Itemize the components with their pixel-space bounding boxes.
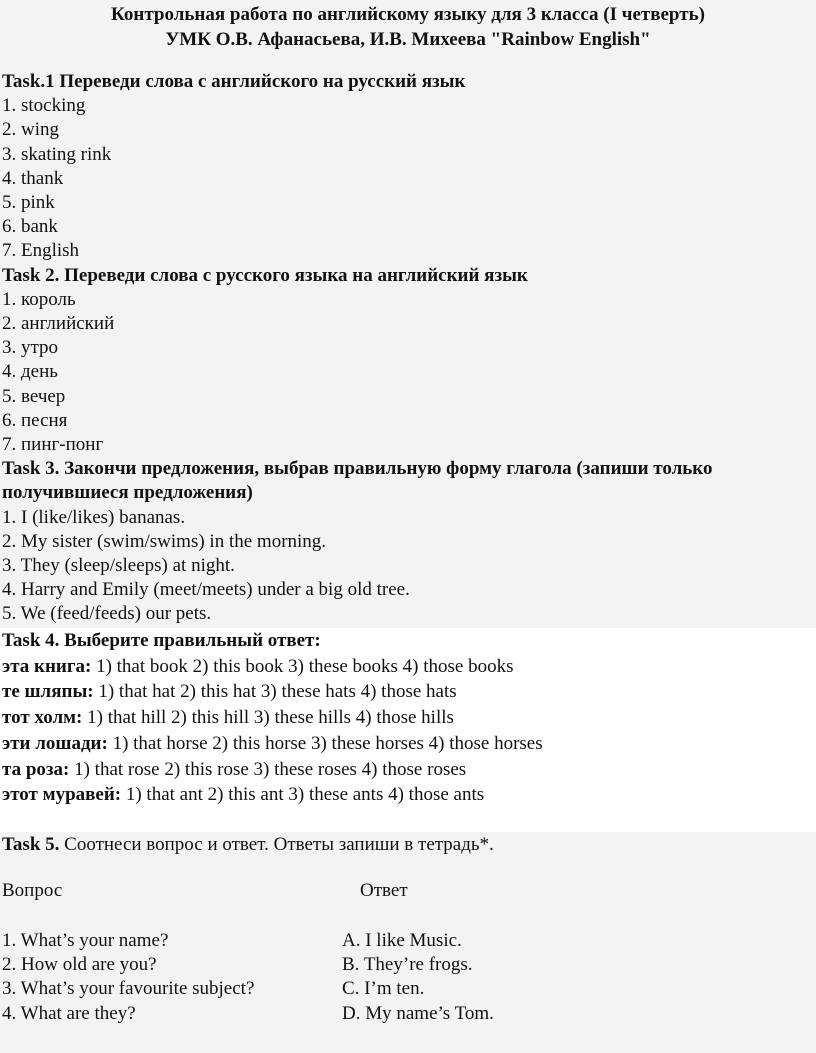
task5-row: [2, 977, 812, 1001]
task4-item: [2, 705, 812, 731]
task4-term: этот муравей:: [2, 784, 122, 806]
task5-column-headers: [2, 880, 812, 905]
task3-item: 3. They (sleep/sleeps) at night.: [2, 555, 235, 577]
task1-item: 4. thank: [2, 167, 64, 189]
task4-term: те шляпы:: [2, 681, 94, 703]
task4-options: 1) that horse 2) this horse 3) these horses 4) those horses: [107, 732, 543, 754]
task5-row: [2, 1002, 812, 1026]
task5-title-line: [2, 833, 812, 857]
task4-title: Task 4. Выберите правильный ответ:: [2, 630, 321, 651]
task4-options: 1) that hill 2) this hill 3) these hills 4) those hills: [82, 707, 454, 729]
task5-title-rest: Соотнеси вопрос и ответ. Ответы запиши в тетрадь*.: [59, 834, 494, 855]
task5-row: [2, 929, 812, 953]
task2-item: 7. пинг-понг: [2, 434, 104, 456]
task1-title: Task.1 Переведи слова с английского на русский язык: [2, 71, 466, 92]
task5-answer: D. My name’s Tom.: [342, 1002, 494, 1024]
task5-col-answer: Ответ: [360, 880, 408, 901]
task4-options: 1) that hat 2) this hat 3) these hats 4) those hats: [93, 681, 457, 703]
task2-item: 5. вечер: [2, 385, 66, 407]
task2-item: 6. песня: [2, 409, 68, 431]
task1-item: 7. English: [2, 240, 80, 262]
task4-item: [2, 654, 812, 680]
task1-item: 3. skating rink: [2, 143, 112, 165]
task4-options: 1) that book 2) this book 3) these books 4) those books: [91, 655, 514, 677]
task4-item: [2, 679, 812, 705]
task4-term: тот холм:: [2, 707, 83, 729]
task1-item: 5. pink: [2, 192, 55, 214]
task3-item: 2. My sister (swim/swims) in the morning.: [2, 530, 327, 552]
task2-item: 2. английский: [2, 313, 115, 335]
task4-term: эта книга:: [2, 655, 92, 677]
document-header: [0, 2, 816, 52]
task1-item: 2. wing: [2, 119, 59, 141]
task4-options: 1) that rose 2) this rose 3) these roses 4) those roses: [69, 758, 467, 780]
header-line-1: Контрольная работа по английскому языку для 3 класса (I четверть): [111, 4, 705, 25]
task5-question: 1. What’s your name?: [2, 930, 169, 951]
task4-item: [2, 782, 812, 808]
task4-term: та роза:: [2, 758, 70, 780]
task1-item: 1. stocking: [2, 95, 86, 117]
task3-title: Task 3. Закончи предложения, выбрав правильную форму глагола (запиши только получившиеся предложения): [2, 458, 713, 504]
task5-title: [2, 833, 812, 857]
task1-item: 6. bank: [2, 216, 58, 238]
task4: [2, 628, 812, 808]
task2-title: Task 2. Переведи слова с русского языка на английский язык: [2, 264, 528, 286]
task3-item: 1. I (like/likes) bananas.: [2, 506, 186, 528]
task2-item: 4. день: [2, 361, 58, 383]
task3-item: 5. We (feed/feeds) our pets.: [2, 603, 212, 625]
task2-item: 3. утро: [2, 337, 59, 359]
task5-question: 4. What are they?: [2, 1002, 136, 1024]
task4-item: [2, 731, 812, 757]
task5-col-question: Вопрос: [2, 880, 63, 901]
task5-title-bold: Task 5.: [2, 834, 60, 855]
task5-question: 3. What’s your favourite subject?: [2, 978, 255, 1000]
header-line-2: УМК О.В. Афанасьева, И.В. Михеева "Rainbow English": [165, 29, 651, 50]
tasks-1-3: [2, 70, 812, 627]
task4-options: 1) that ant 2) this ant 3) these ants 4) those ants: [121, 784, 485, 806]
task5-answer: C. I’m ten.: [342, 978, 425, 1000]
task2-item: 1. король: [2, 288, 76, 310]
task5-row: [2, 953, 812, 977]
task5-answer: A. I like Music.: [342, 930, 462, 951]
task4-term: эти лошади:: [2, 732, 108, 754]
task5-rows: [2, 929, 812, 1026]
task3-item: 4. Harry and Emily (meet/meets) under a big old tree.: [2, 579, 410, 601]
task4-item: [2, 757, 812, 783]
task5-answer: B. They’re frogs.: [342, 954, 473, 976]
task5-question: 2. How old are you?: [2, 954, 157, 976]
